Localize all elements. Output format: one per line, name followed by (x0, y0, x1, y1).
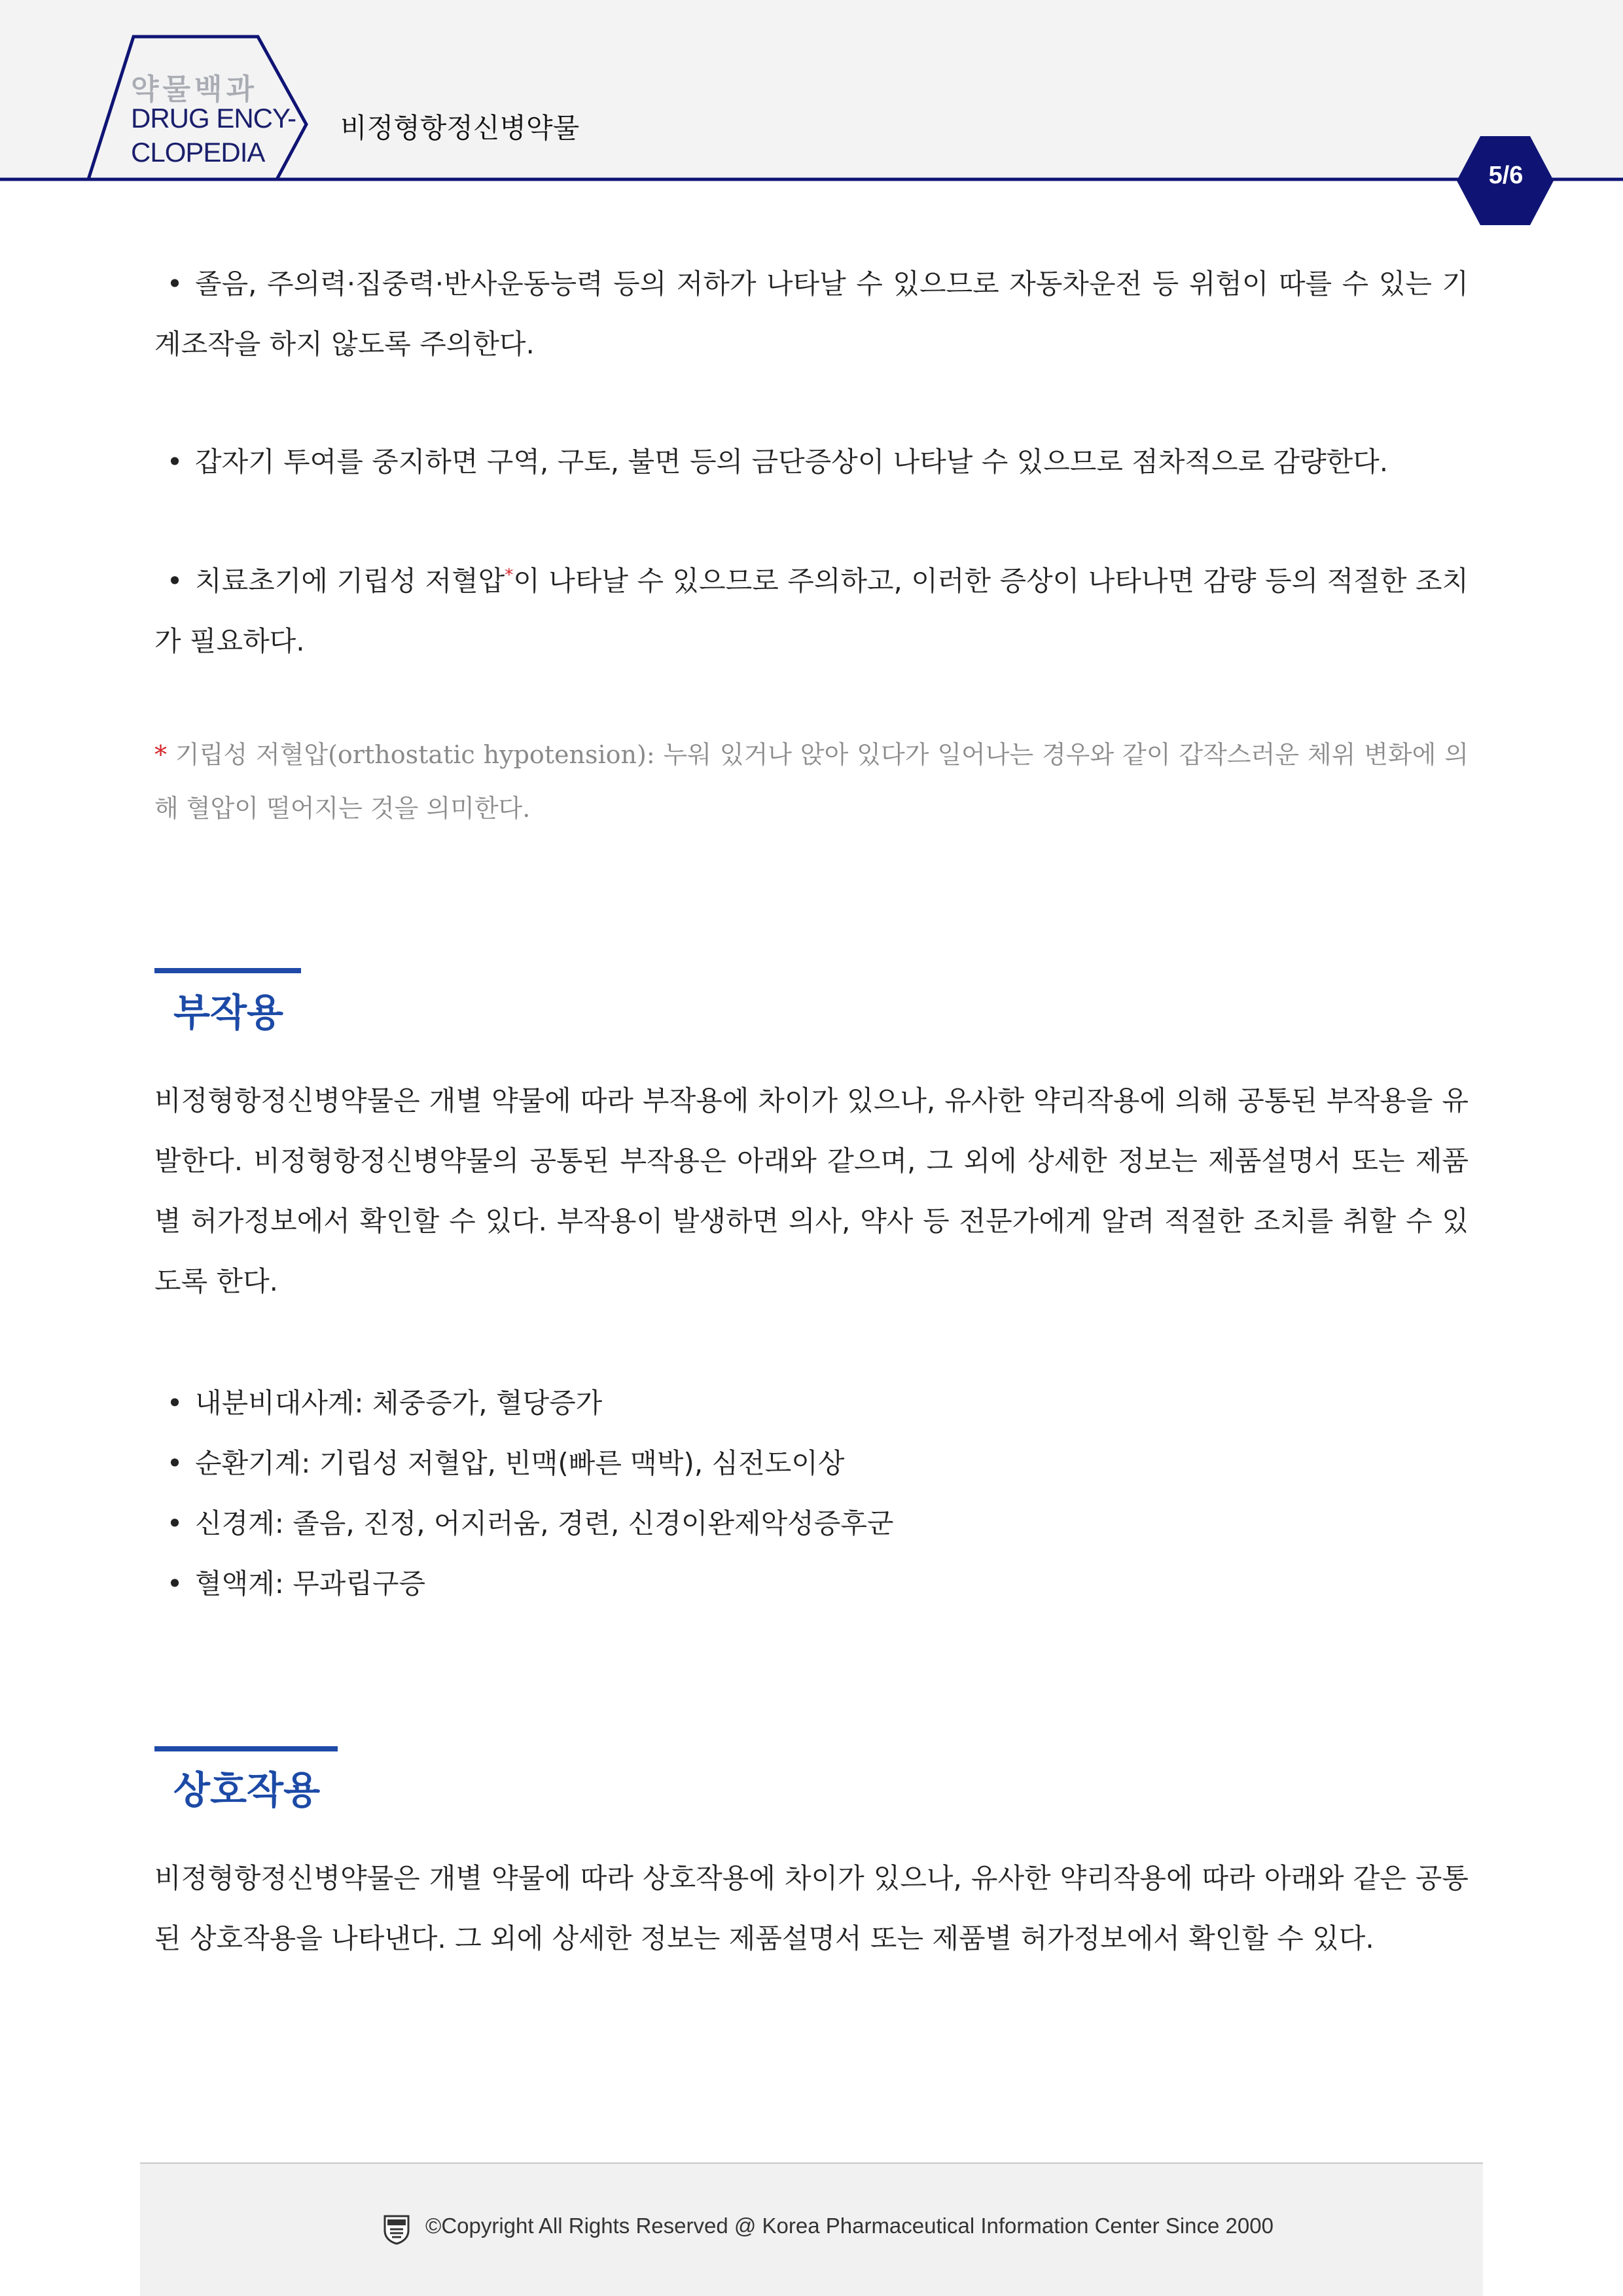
footnote (154, 728, 1469, 835)
interactions-intro: 비정형항정신병약물은 개별 약물에 따라 상호작용에 차이가 있으나, 유사한 약리작용에 따라 아래와 같은 공통된 상호작용을 나타낸다. 그 외에 상세한 정보는 제품설명서 또는 제품별 허가정보에서 확인할 수 있다. (154, 1862, 1469, 1954)
shield-emblem-icon (382, 2214, 411, 2245)
footnote-marker: * (505, 565, 514, 585)
precaution-text: 졸음, 주의력·집중력·반사운동능력 등의 저하가 나타날 수 있으므로 자동차운전 등 위험이 따를 수 있는 기계조작을 하지 않도록 주의한다. (154, 268, 1469, 360)
logo-english-line1: DRUG ENCY- (131, 103, 296, 134)
bullet: • (166, 1568, 183, 1600)
section-bar-side-effects (154, 968, 301, 973)
list-item-text: 혈액계: 무과립구증 (195, 1568, 426, 1600)
section-title-interactions: 상호작용 (173, 1768, 321, 1812)
bullet: • (166, 1507, 183, 1539)
logo-korean: 약물백과 (131, 73, 259, 106)
precaution-text-before: 치료초기에 기립성 저혈압 (195, 565, 505, 597)
side-effects-list (154, 1373, 893, 1614)
list-item-text: 순환기계: 기립성 저혈압, 빈맥(빠른 맥박), 심전도이상 (195, 1447, 845, 1479)
list-item (154, 1433, 893, 1494)
bullet: • (166, 268, 183, 300)
precaution-item-driving (154, 254, 1469, 374)
side-effects-intro: 비정형항정신병약물은 개별 약물에 따라 부작용에 차이가 있으나, 유사한 약리작용에 의해 공통된 부작용을 유발한다. 비정형항정신병약물의 공통된 부작용은 아래와 같으며, 그 외에 상세한 정보는 제품설명서 또는 제품별 허가정보에서 확인할 수 있다. 부작용이 발생하면 의사, 약사 등 전문가에게 알려 적절한 조치를 취할 수 있도록 한다. (154, 1085, 1469, 1297)
logo-english (131, 101, 301, 170)
bullet: • (166, 565, 183, 597)
list-item (154, 1373, 893, 1433)
logo-english-line2: CLOPEDIA (131, 137, 265, 168)
page-number: 5/6 (1488, 162, 1524, 189)
precaution-text: 갑자기 투여를 중지하면 구역, 구토, 불면 등의 금단증상이 나타날 수 있으므로 점차적으로 감량한다. (195, 446, 1389, 478)
precaution-text-after: 이 나타날 수 있으므로 주의하고, 이러한 증상이 나타나면 감량 등의 적절한 조치가 필요하다. (154, 565, 1469, 657)
precaution-item-hypotension (154, 551, 1469, 672)
list-item-text: 내분비대사계: 체중증가, 혈당증가 (195, 1387, 603, 1419)
list-item (154, 1554, 893, 1614)
footnote-star: * (154, 740, 167, 769)
footer-copyright: ©Copyright All Rights Reserved @ Korea Pharmaceutical Information Center Since 2000 (425, 2214, 1274, 2238)
document-title: 비정형항정신병약물 (340, 112, 580, 144)
footnote-text: 기립성 저혈압(orthostatic hypotension): 누워 있거나 앉아 있다가 일어나는 경우와 같이 갑작스러운 체위 변화에 의해 혈압이 떨어지는 것을 의미한다. (154, 740, 1469, 823)
precaution-item-withdrawal (154, 432, 1469, 492)
section-title-side-effects: 부작용 (173, 990, 284, 1035)
bullet: • (166, 446, 183, 478)
bullet: • (166, 1387, 183, 1419)
section-bar-interactions (154, 1746, 338, 1751)
list-item-text: 신경계: 졸음, 진정, 어지러움, 경련, 신경이완제악성증후군 (195, 1507, 894, 1539)
bullet: • (166, 1447, 183, 1479)
list-item (154, 1494, 893, 1554)
